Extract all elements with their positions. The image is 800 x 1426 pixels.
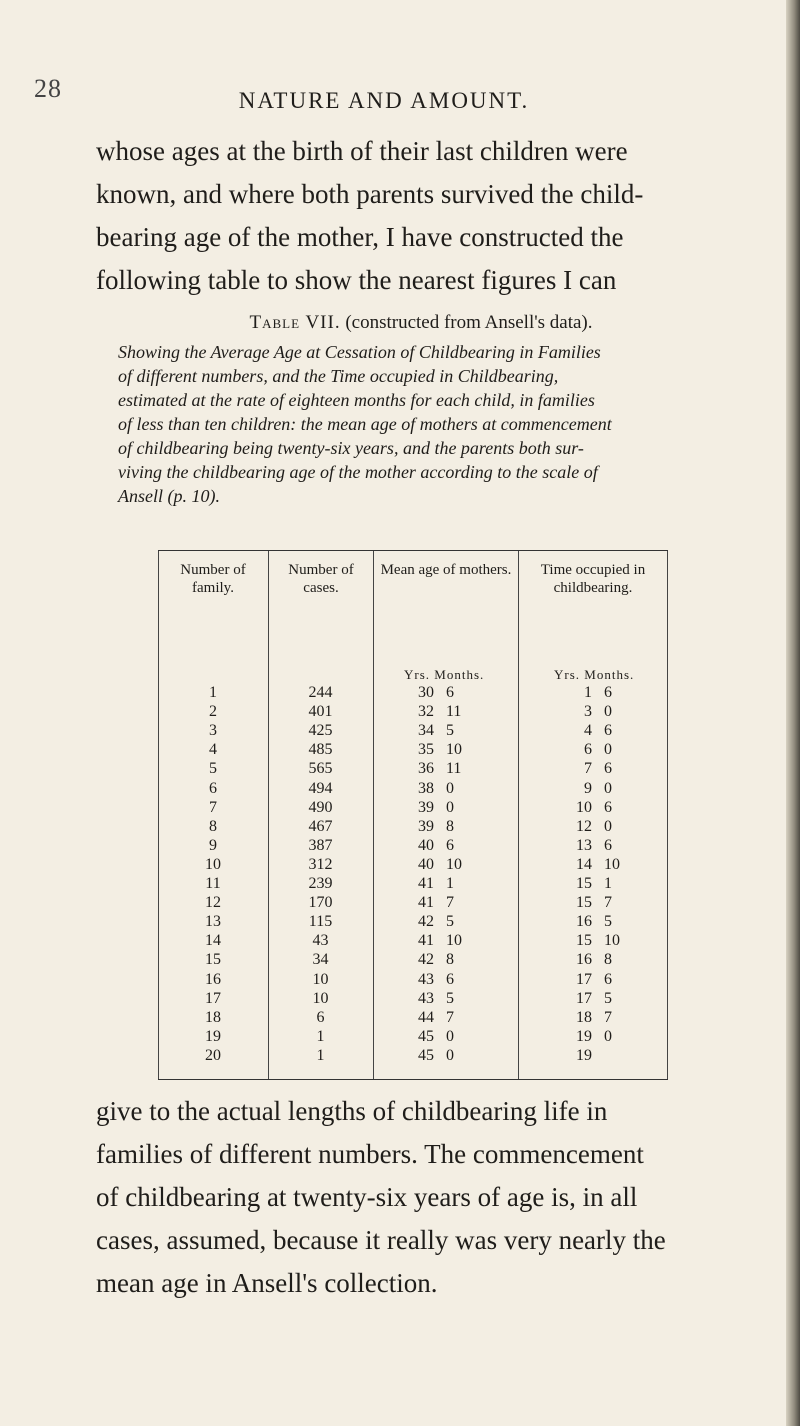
- table-cell-family: 12: [205, 894, 221, 912]
- table-cell-family: 14: [205, 932, 221, 950]
- table-cell-age-months: 6: [446, 684, 454, 701]
- table-cell-time-months: 6: [604, 760, 612, 778]
- table-cell-family: 1: [209, 684, 217, 701]
- table-cell-age-months: 7: [446, 894, 454, 912]
- table-cell-time-months: 8: [604, 951, 612, 969]
- table-cell-time-yrs: 10: [576, 798, 592, 816]
- text-line: give to the actual lengths of childbearing life in: [96, 1096, 608, 1126]
- table-cell-cases: 43: [312, 932, 329, 950]
- table-cell-time-months: 6: [604, 970, 612, 988]
- header-time: Time occupied in childbearing.: [540, 562, 646, 596]
- table-cell-cases: 239: [308, 875, 333, 892]
- table-cell-time-yrs: 17: [576, 989, 592, 1007]
- table-cell-age-yrs: 43: [418, 970, 434, 988]
- table-cell-age-months: 7: [446, 1008, 454, 1026]
- table-cell-age-yrs: 32: [418, 703, 434, 721]
- table-cell-cases: 401: [308, 703, 333, 721]
- table-cell-cases: 10: [312, 970, 329, 988]
- unit-time: Yrs. Months.: [554, 667, 635, 682]
- table-cell-cases: 565: [308, 760, 333, 778]
- caption-line: estimated at the rate of eighteen months for each child, in families: [118, 390, 595, 410]
- table-cell-time-yrs: 15: [576, 875, 592, 892]
- table-cell-cases: 170: [308, 894, 333, 912]
- table-cell-age-yrs: 36: [418, 760, 434, 778]
- table-cell-age-months: 8: [446, 951, 454, 969]
- text-line: bearing age of the mother, I have constructed the: [96, 222, 624, 252]
- table-cell-age-yrs: 39: [418, 798, 434, 816]
- table-cell-cases: 10: [312, 989, 329, 1007]
- table-cell-cases: 34: [312, 951, 329, 969]
- table-cell-time-months: 6: [604, 798, 612, 816]
- table-cell-family: 2: [209, 703, 217, 721]
- table-cell-time-yrs: 7: [584, 760, 592, 778]
- table-cell-time-months: 0: [604, 779, 612, 797]
- table-cell-family: 11: [205, 875, 221, 892]
- table-cell-age-months: 6: [446, 836, 454, 854]
- table-cell-age-yrs: 41: [418, 894, 434, 912]
- table-cell-cases: 490: [308, 798, 333, 816]
- page-header: [34, 74, 734, 114]
- caption-line: Ansell (p. 10).: [118, 486, 220, 506]
- table-cell-time-months: 6: [604, 836, 612, 854]
- table-cell-time-yrs: 4: [584, 722, 592, 740]
- table-cell-age-yrs: 42: [418, 913, 434, 931]
- table-cell-cases: 1: [316, 1027, 325, 1045]
- table-cell-age-yrs: 38: [418, 779, 434, 797]
- table-cell-family: 19: [205, 1027, 221, 1045]
- caption-line: of less than ten children: the mean age of mothers at commencement: [118, 414, 612, 434]
- text-line: known, and where both parents survived the child-: [96, 179, 644, 209]
- column-rule: [373, 551, 374, 1079]
- table-cell-age-months: 5: [446, 722, 454, 740]
- table-cell-family: 6: [209, 779, 217, 797]
- table-cell-family: 10: [205, 855, 221, 873]
- table-cell-age-months: 0: [446, 1046, 454, 1064]
- table-cell-age-months: 5: [446, 989, 454, 1007]
- table-cell-age-months: 0: [446, 1027, 454, 1045]
- table-cell-age-yrs: 44: [418, 1008, 434, 1026]
- table-cell-time-yrs: 16: [576, 913, 592, 931]
- table-title: [96, 312, 746, 334]
- table-cell-age-yrs: 42: [418, 951, 434, 969]
- table-cell-age-months: 10: [446, 932, 462, 950]
- header-mean-age: Mean age of mothers.: [380, 562, 512, 578]
- table-cell-time-months: 0: [604, 703, 612, 721]
- table-cell-age-yrs: 43: [418, 989, 434, 1007]
- page-edge-shadow: [786, 0, 800, 1426]
- page-number: 28: [34, 74, 62, 103]
- table-cell-age-yrs: 45: [418, 1046, 434, 1064]
- table-caption: [118, 340, 738, 508]
- header-family: Number of family.: [180, 562, 246, 596]
- table-title-text: (constructed from Ansell's data).: [345, 312, 593, 333]
- table-cell-age-months: 8: [446, 817, 454, 835]
- text-line: of childbearing at twenty-six years of age is, in all: [96, 1182, 638, 1212]
- table-cell-age-months: 0: [446, 798, 454, 816]
- table-cell-cases: 244: [308, 684, 333, 701]
- table-cell-cases: 467: [308, 817, 333, 835]
- table-cell-time-yrs: 14: [576, 855, 592, 873]
- table-cell-time-yrs: 1: [584, 684, 592, 701]
- table-cell-time-yrs: 6: [584, 741, 592, 759]
- table-cell-time-months: 10: [604, 855, 620, 873]
- table-cell-time-months: 5: [604, 989, 612, 1007]
- table-cell-age-months: 0: [446, 779, 454, 797]
- table-cell-age-months: 10: [446, 855, 462, 873]
- header-cases: Number of cases.: [288, 562, 354, 596]
- caption-line: of different numbers, and the Time occupied in Childbearing,: [118, 366, 559, 386]
- table-cell-age-yrs: 30: [418, 684, 434, 701]
- text-line: following table to show the nearest figures I can: [96, 265, 617, 295]
- table-cell-age-yrs: 45: [418, 1027, 434, 1045]
- table-cell-age-yrs: 39: [418, 817, 434, 835]
- table-cell-age-yrs: 34: [418, 722, 434, 740]
- text-line: families of different numbers. The commencement: [96, 1139, 644, 1169]
- table-cell-family: 9: [209, 836, 217, 854]
- table-cell-time-yrs: 18: [576, 1008, 592, 1026]
- table-cell-age-yrs: 41: [418, 932, 434, 950]
- table-cell-time-yrs: 16: [576, 951, 592, 969]
- outro-paragraph: [96, 1090, 746, 1305]
- table-cell-time-yrs: 12: [576, 817, 592, 835]
- table-cell-time-yrs: 9: [584, 779, 592, 797]
- table-cell-time-yrs: 15: [576, 932, 592, 950]
- unit-mean-age: Yrs. Months.: [404, 667, 485, 682]
- table-cell-cases: 115: [308, 913, 333, 931]
- table-cell-age-months: 11: [446, 703, 462, 721]
- table-cell-time-yrs: 19: [576, 1027, 592, 1045]
- table-cell-age-yrs: 40: [418, 855, 434, 873]
- table-cell-time-months: 1: [604, 875, 612, 892]
- table-cell-time-months: 6: [604, 684, 612, 701]
- table-cell-cases: 494: [308, 779, 333, 797]
- table-cell-time-yrs: 3: [584, 703, 592, 721]
- table-cell-time-yrs: 15: [576, 894, 592, 912]
- table-cell-family: 16: [205, 970, 221, 988]
- table-cell-time-months: 7: [604, 1008, 612, 1026]
- table-cell-age-months: 11: [446, 760, 462, 778]
- column-rule: [518, 551, 519, 1079]
- table-cell-age-months: 5: [446, 913, 454, 931]
- table-cell-time-yrs: 19: [576, 1046, 592, 1064]
- table-label: Table VII.: [249, 312, 341, 333]
- table-cell-cases: 312: [308, 855, 333, 873]
- table-cell-age-yrs: 40: [418, 836, 434, 854]
- text-line: whose ages at the birth of their last children were: [96, 136, 628, 166]
- intro-paragraph: [96, 130, 746, 302]
- table-cell-family: 13: [205, 913, 221, 931]
- table-cell-time-months: 0: [604, 741, 612, 759]
- table-cell-family: 18: [205, 1008, 221, 1026]
- table-cell-family: 20: [205, 1046, 221, 1064]
- table-cell-age-yrs: 35: [418, 741, 434, 759]
- table-cell-time-months: 5: [604, 913, 612, 931]
- table-cell-family: 8: [209, 817, 217, 835]
- table-cell-cases: 425: [308, 722, 333, 740]
- table-cell-time-months: 0: [604, 1027, 612, 1045]
- caption-line: Showing the Average Age at Cessation of Childbearing in Families: [118, 342, 601, 362]
- table-cell-age-months: 1: [446, 875, 454, 892]
- table-cell-age-months: 6: [446, 970, 454, 988]
- caption-line: viving the childbearing age of the mother according to the scale of: [118, 462, 598, 482]
- running-head: NATURE AND AMOUNT.: [238, 88, 530, 113]
- table-cell-time-yrs: 13: [576, 836, 592, 854]
- table-cell-family: 15: [205, 951, 221, 969]
- table-cell-time-months: 6: [604, 722, 612, 740]
- table-cell-time-months: 10: [604, 932, 620, 950]
- data-table: [158, 550, 668, 1080]
- column-rule: [667, 551, 668, 1079]
- table-cell-family: 5: [209, 760, 217, 778]
- caption-line: of childbearing being twenty-six years, and the parents both sur-: [118, 438, 584, 458]
- table-cell-time-yrs: 17: [576, 970, 592, 988]
- table-cell-age-yrs: 41: [418, 875, 434, 892]
- text-line: cases, assumed, because it really was very nearly the: [96, 1225, 666, 1255]
- table-cell-family: 7: [209, 798, 217, 816]
- table-cell-time-months: 7: [604, 894, 612, 912]
- table-cell-family: 3: [209, 722, 217, 740]
- table-cell-family: 4: [209, 741, 217, 759]
- table-cell-cases: 1: [316, 1046, 325, 1064]
- text-line: mean age in Ansell's collection.: [96, 1268, 438, 1298]
- table-cell-cases: 6: [316, 1008, 325, 1026]
- table-cell-time-months: 0: [604, 817, 612, 835]
- table-cell-cases: 387: [308, 836, 333, 854]
- table-cell-family: 17: [205, 989, 221, 1007]
- table-cell-cases: 485: [308, 741, 333, 759]
- table-cell-age-months: 10: [446, 741, 462, 759]
